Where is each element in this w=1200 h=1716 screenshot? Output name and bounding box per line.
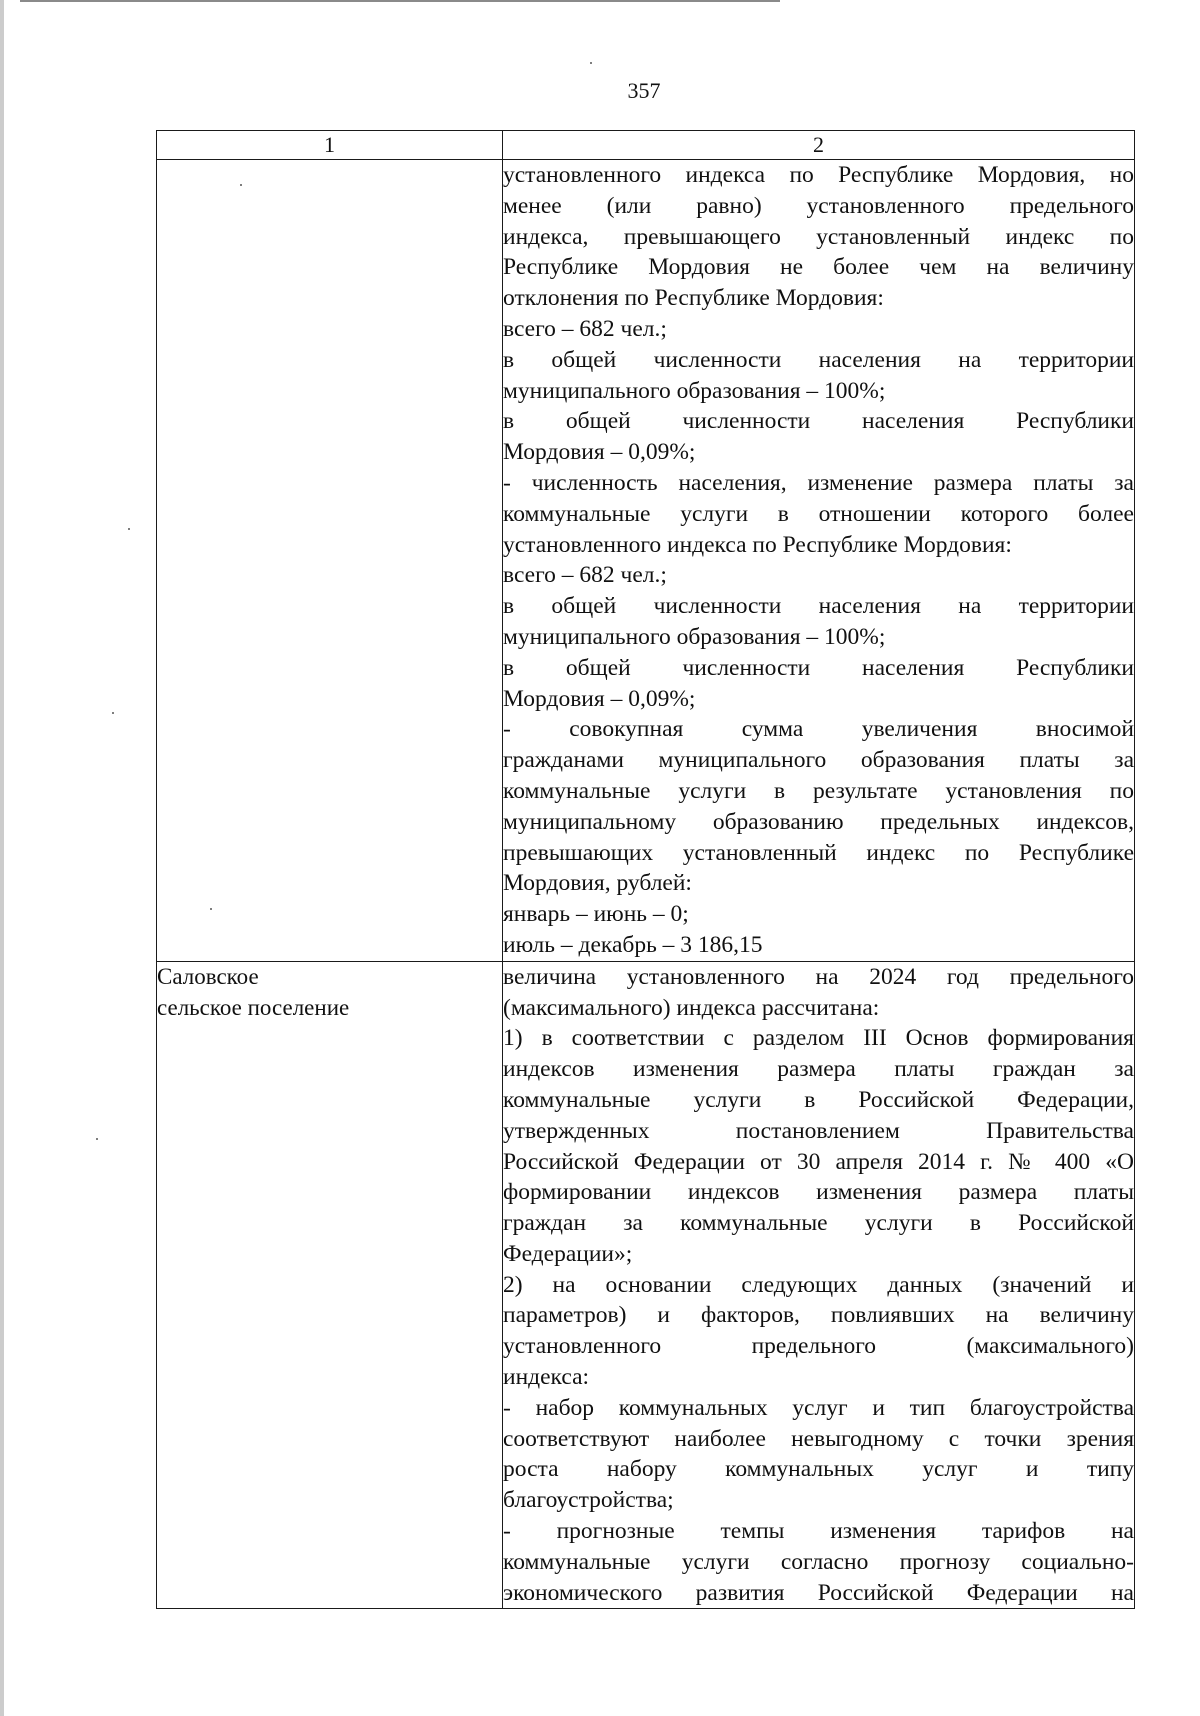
text-line: благоустройства; bbox=[503, 1487, 674, 1514]
text-line: отклонения по Республике Мордовия: bbox=[503, 285, 884, 312]
scan-speck bbox=[590, 62, 592, 64]
page-number: 357 bbox=[627, 78, 661, 103]
text-line: 1) в соответствии с разделом III Основ формирования bbox=[503, 1025, 1134, 1052]
text-line: в общей численности населения Республики bbox=[503, 654, 1134, 681]
text-line: коммунальные услуги в результате установления по bbox=[503, 777, 1134, 804]
scan-speck bbox=[96, 1138, 98, 1140]
text-line: всего – 682 чел.; bbox=[503, 562, 667, 589]
text-line: Федерации»; bbox=[503, 1240, 633, 1267]
table-row bbox=[157, 961, 1135, 1609]
text-line: установленного предельного (максимального) bbox=[503, 1333, 1134, 1360]
text-line: - набор коммунальных услуг и тип благоустройства bbox=[503, 1394, 1134, 1421]
text-line: июль – декабрь – 3 186,15 bbox=[503, 931, 763, 958]
scan-speck bbox=[128, 528, 130, 530]
scan-edge-top bbox=[20, 0, 780, 6]
text-line: утвержденных постановлением Правительства bbox=[503, 1117, 1134, 1144]
row1-municipality-cell bbox=[157, 160, 503, 962]
text-line: формировании индексов изменения размера платы bbox=[503, 1179, 1134, 1206]
text-line: параметров) и факторов, повлиявших на величину bbox=[503, 1302, 1134, 1329]
text-line: в общей численности населения на территории bbox=[503, 346, 1134, 373]
text-line: роста набору коммунальных услуг и типу bbox=[503, 1456, 1134, 1483]
text-line: - совокупная сумма увеличения вносимой bbox=[503, 716, 1134, 743]
text-line: индексов изменения размера платы граждан за bbox=[503, 1056, 1134, 1083]
text-line: коммунальные услуги согласно прогнозу социально- bbox=[503, 1548, 1134, 1575]
text-line: всего – 682 чел.; bbox=[503, 315, 667, 342]
text-line: превышающих установленный индекс по Республике bbox=[503, 839, 1134, 866]
text-line: 2) на основании следующих данных (значений и bbox=[503, 1271, 1134, 1298]
document-table bbox=[156, 130, 1135, 1609]
text-line: индекса: bbox=[503, 1364, 590, 1391]
municipality-name-line: сельское поселение bbox=[157, 994, 350, 1020]
text-line: муниципального образования – 100%; bbox=[503, 623, 886, 650]
text-line: январь – июнь – 0; bbox=[503, 901, 689, 928]
text-line: индекса, превышающего установленный индекс по bbox=[503, 223, 1134, 250]
row2-municipality-cell bbox=[157, 961, 503, 1609]
text-line: - численность населения, изменение размера платы за bbox=[503, 469, 1134, 496]
text-line: коммунальные услуги в отношении которого более bbox=[503, 500, 1134, 527]
text-line: установленного индекса по Республике Мордовия: bbox=[503, 531, 1012, 558]
text-line: Российской Федерации от 30 апреля 2014 г. № 400 «О bbox=[503, 1148, 1134, 1175]
text-line: муниципального образования – 100%; bbox=[503, 377, 886, 404]
text-line: коммунальные услуги в Российской Федерации, bbox=[503, 1086, 1134, 1113]
row2-description-cell bbox=[503, 961, 1135, 1609]
text-line: менее (или равно) установленного предельного bbox=[503, 192, 1134, 219]
scan-edge-left bbox=[0, 0, 4, 1716]
text-line: Мордовия – 0,09%; bbox=[503, 685, 696, 712]
column-header-1: 1 bbox=[157, 131, 503, 160]
row1-description-cell bbox=[503, 160, 1135, 962]
text-line: Мордовия, рублей: bbox=[503, 870, 692, 897]
text-line: установленного индекса по Республике Мордовия, но bbox=[503, 162, 1134, 188]
text-line: Республике Мордовия не более чем на величину bbox=[503, 254, 1134, 281]
table-row bbox=[157, 160, 1135, 962]
text-line: муниципальному образованию предельных индексов, bbox=[503, 808, 1134, 835]
text-line: гражданами муниципального образования платы за bbox=[503, 747, 1134, 774]
text-line: величина установленного на 2024 год предельного bbox=[503, 963, 1134, 990]
text-line: экономического развития Российской Федерации на bbox=[503, 1579, 1134, 1606]
text-line: граждан за коммунальные услуги в Российской bbox=[503, 1210, 1134, 1237]
scan-speck bbox=[112, 712, 114, 714]
text-line: в общей численности населения на территории bbox=[503, 593, 1134, 620]
text-line: - прогнозные темпы изменения тарифов на bbox=[503, 1518, 1134, 1545]
table-header-row bbox=[157, 131, 1135, 160]
column-header-2: 2 bbox=[503, 131, 1135, 160]
text-line: соответствуют наиболее невыгодному с точки зрения bbox=[503, 1425, 1134, 1452]
text-line: Мордовия – 0,09%; bbox=[503, 439, 696, 466]
text-line: (максимального) индекса рассчитана: bbox=[503, 994, 880, 1021]
municipality-name-line: Саловское bbox=[157, 963, 259, 989]
text-line: в общей численности населения Республики bbox=[503, 408, 1134, 435]
